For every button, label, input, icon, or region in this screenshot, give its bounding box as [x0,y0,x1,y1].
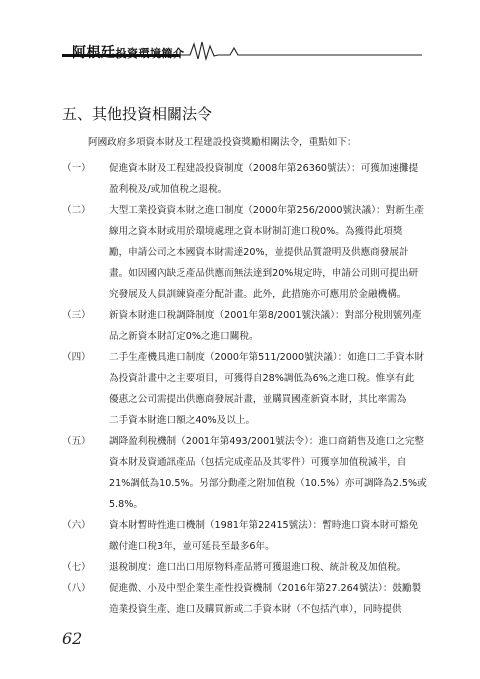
list-item [62,515,432,557]
intro-paragraph: 阿國政府多項資本財及工程建設投資獎勵相關法令，重點如下： [88,137,357,148]
header-title-sub: 投資環境簡介 [115,47,185,60]
list-item-number: （三） [62,310,91,321]
list-item [62,200,432,305]
heartbeat-line-graphic [178,40,422,62]
list-item-number: （一） [62,163,91,174]
list-item-number: （六） [62,520,91,531]
list-item-text-line: 品之新資本財訂定0%之進口關稅。 [109,331,259,342]
list-item-text-line: 勵，申請公司之本國資本財需達20%，並提供品質證明及供應商發展計 [109,247,409,258]
list-item-number: （八） [62,583,91,594]
list-item-text-line: 為投資計畫中之主要項目，可獲得自28%調低為6%之進口稅。惟享有此 [109,373,415,384]
list-item-text-line: 究發展及人員訓練資產分配計畫。此外，此措施亦可應用於金融機構。 [109,289,407,300]
list-item [62,431,432,515]
list-item-number: （五） [62,436,91,447]
list-item-text-line: 二手資本財進口額之40%及以上。 [109,415,256,426]
list-item-text-line: 畫。如因國內缺乏產品供應而無法達到20%規定時，申請公司則可提出研 [109,268,419,279]
list-item [62,158,432,200]
list-item-text-line: 大型工業投資資本財之進口制度（2000年第256/2000號決議）：對新生產 [109,205,425,216]
list-item-text-line: 21%調低為10.5%。另部分動產之附加值稅（10.5%）亦可調降為2.5%或 [109,478,427,489]
list-item-text-line: 優惠之公司需提出供應商發展計畫，並購買國產新資本財，其比率需為 [109,394,407,405]
list-item-text-line: 造業投資生產、進口及購買新或二手資本財（不包括汽車），同時提供 [109,604,402,615]
list-item-number: （二） [62,205,91,216]
list-item-text-line: 調降盈利稅機制（2001年第493/2001號法令）：進口商銷售及進口之完整 [109,436,425,447]
list-item [62,578,432,620]
list-item-number: （四） [62,352,91,363]
regulation-list [62,158,432,620]
list-item-text-line: 5.8%。 [109,499,143,510]
list-item [62,557,432,578]
list-item-text-line: 盈利稅及/或加值稅之退稅。 [109,184,228,195]
list-item [62,347,432,431]
list-item-text-line: 資本財暫時性進口機制（1981年第22415號法）：暫時進口資本財可豁免 [109,520,419,531]
header-title [72,42,185,62]
header-title-main: 阿根廷 [72,45,116,61]
list-item-text-line: 資本財及資通訊產品（包括完成產品及其零件）可獲享加值稅減半，自 [109,457,407,468]
list-item-text-line: 繳付進口稅3年，並可延長至最多6年。 [109,541,275,552]
list-item-text-line: 促進資本財及工程建設投資制度（2008年第26360號法）：可獲加速攤提 [109,163,419,174]
list-item-text-line: 二手生產機具進口制度（2000年第511/2000號決議）：如進口二手資本財 [109,352,425,363]
list-item-text-line: 促進微、小及中型企業生產性投資機制（2016年第27.264號法）：鼓勵製 [109,583,422,594]
list-item-number: （七） [62,562,91,573]
list-item-text-line: 新資本財進口稅調降制度（2001年第8/2001號決議）：對部分稅則號列產 [109,310,422,321]
list-item-text-line: 退稅制度：進口出口用原物料產品將可獲退進口稅、統計稅及加值稅。 [109,562,407,573]
page-number: 62 [62,629,83,648]
list-item [62,305,432,347]
section-title: 五、其他投資相關法令 [62,105,213,123]
running-header [62,38,422,62]
list-item-text-line: 線用之資本財或用於環境處理之資本財制訂進口稅0%。為獲得此項獎 [109,226,403,237]
